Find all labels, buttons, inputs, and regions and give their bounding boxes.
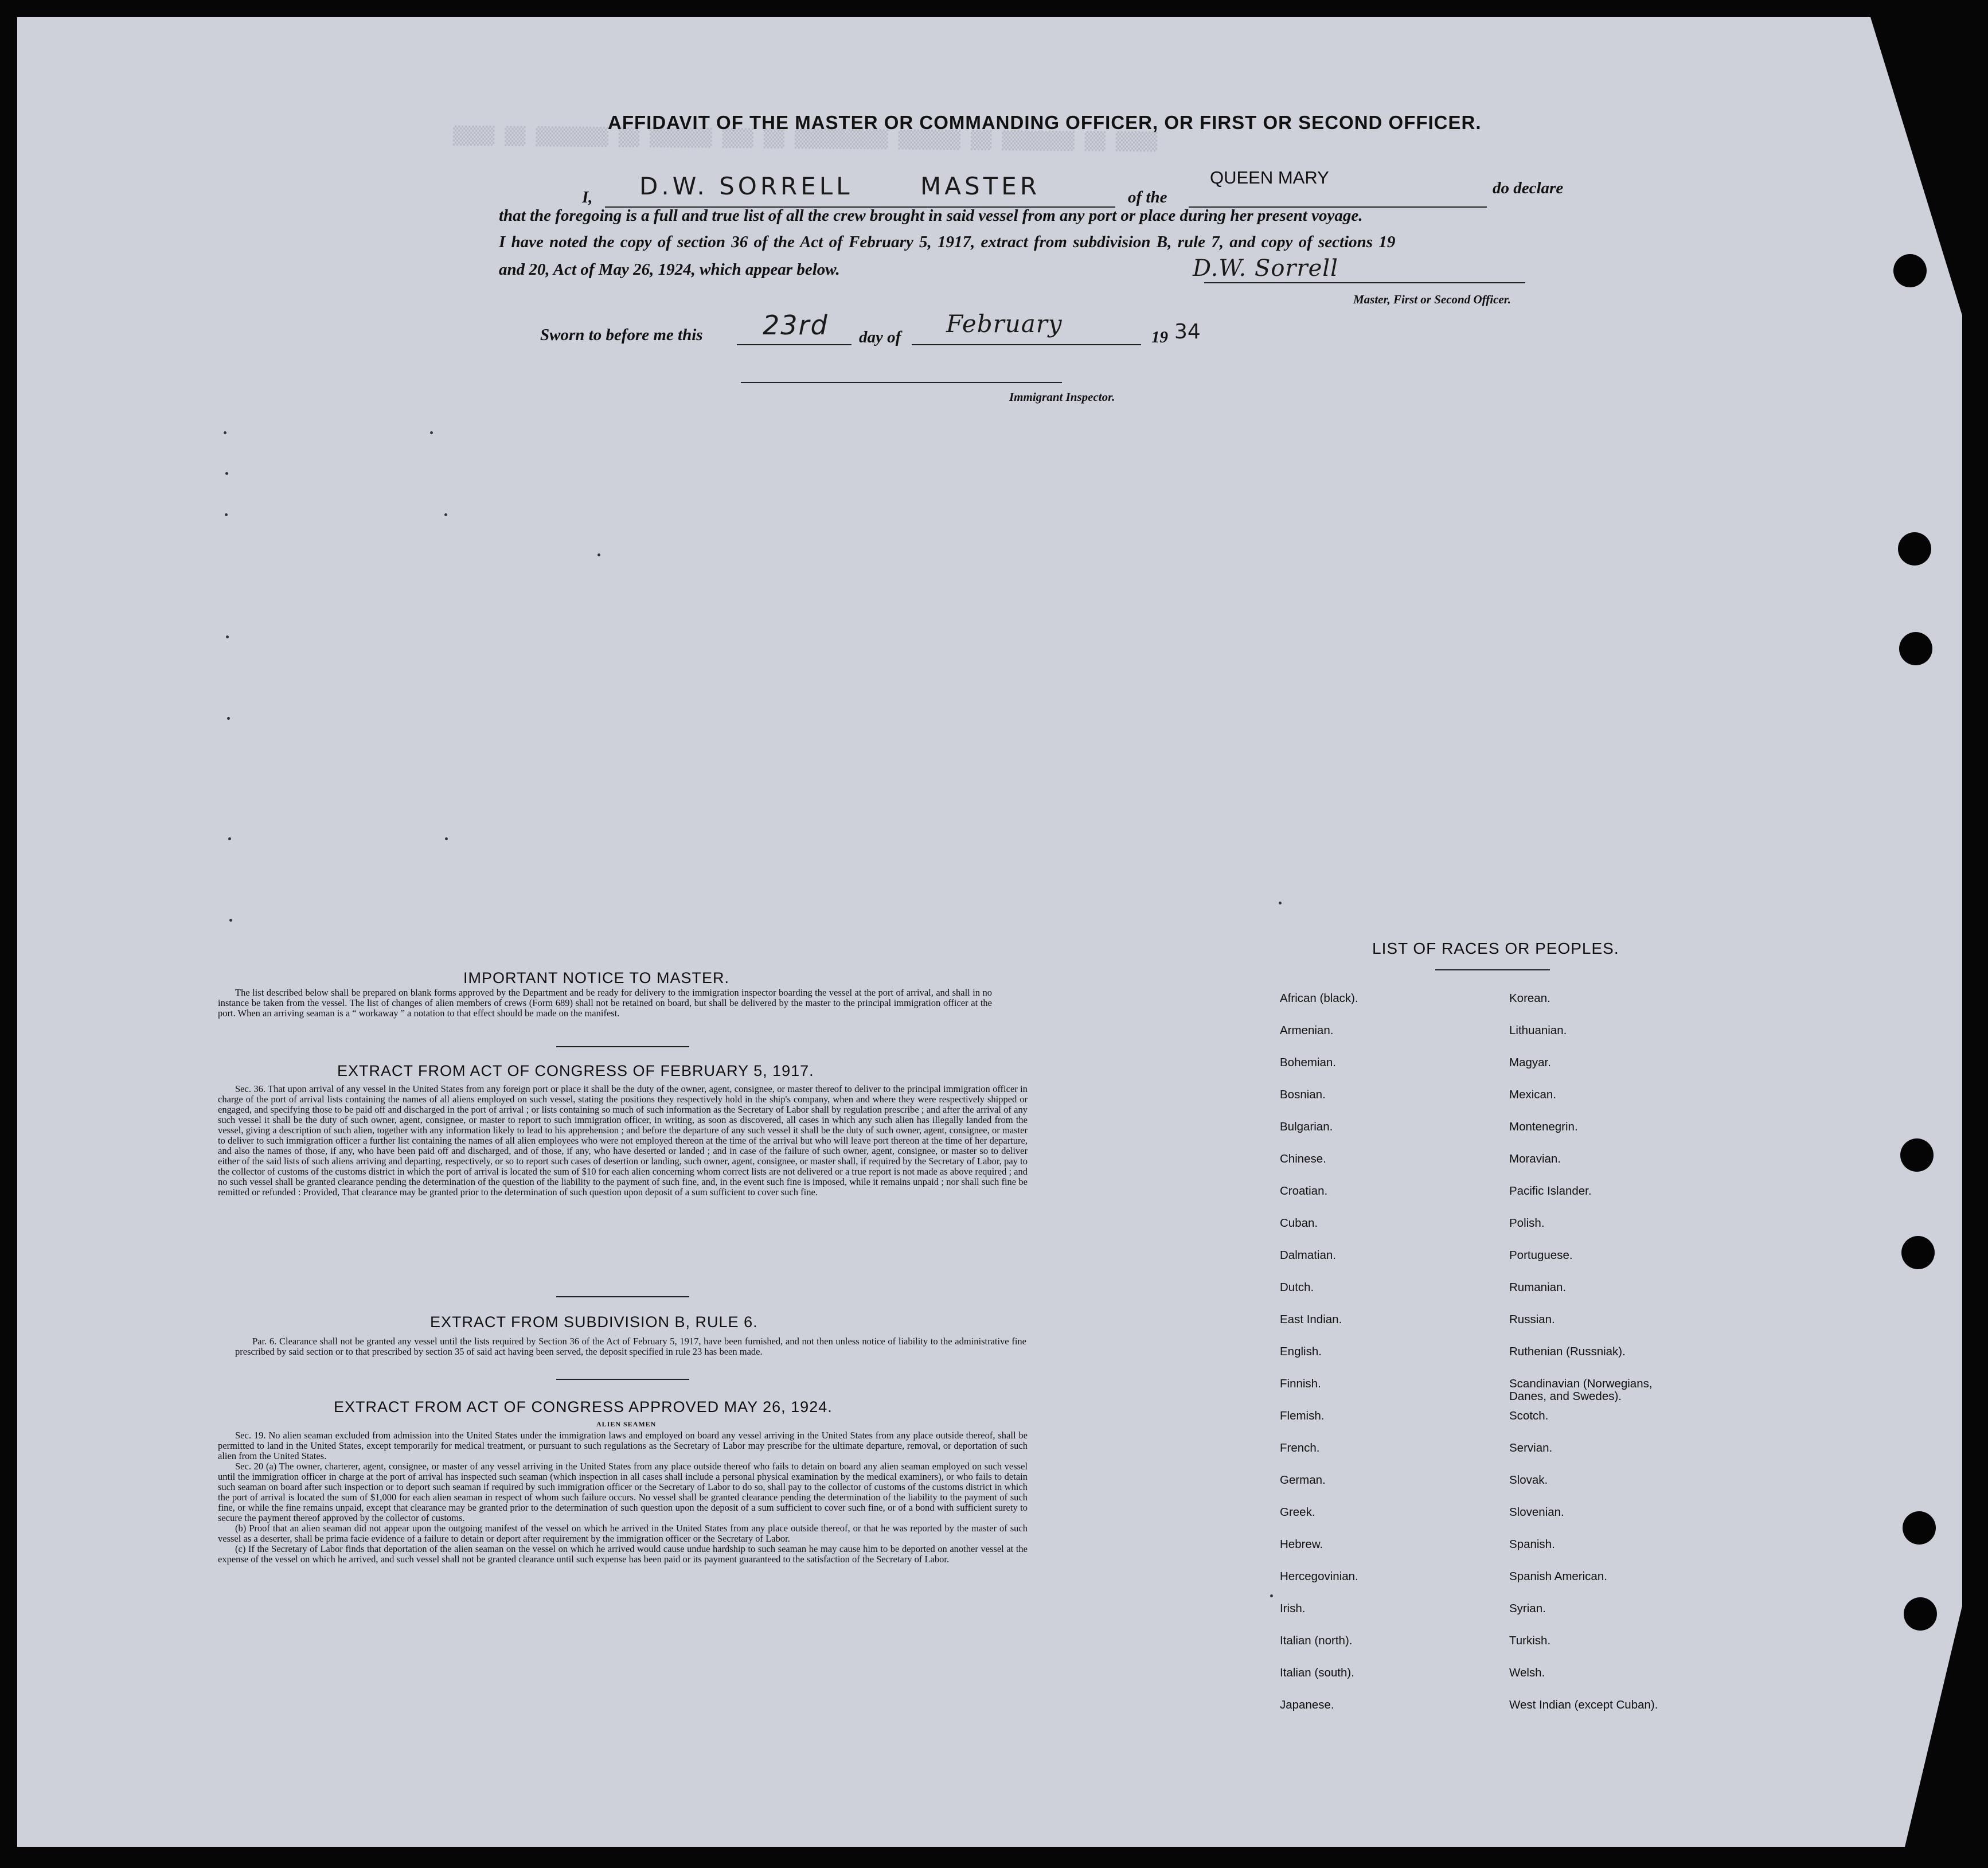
- race-item: Dalmatian.: [1280, 1249, 1336, 1262]
- stray-mark: [227, 717, 230, 720]
- race-item: Dutch.: [1280, 1281, 1314, 1294]
- race-item: Pacific Islander.: [1509, 1184, 1592, 1198]
- stray-mark: [224, 431, 226, 434]
- race-item: Ruthenian (Russniak).: [1509, 1345, 1626, 1358]
- race-item: Armenian.: [1280, 1024, 1334, 1037]
- race-item: Scandinavian (Norwegians, Danes, and Swedes).: [1509, 1377, 1653, 1403]
- punch-hole: [1898, 532, 1931, 566]
- torn-corner-bottom: [1905, 1606, 1962, 1847]
- races-title: LIST OF RACES OR PEOPLES.: [1372, 939, 1619, 957]
- race-item: Japanese.: [1280, 1698, 1334, 1711]
- declare-prefix: I,: [582, 188, 593, 206]
- race-item: Cuban.: [1280, 1216, 1318, 1230]
- sworn-day-underline: [737, 344, 852, 345]
- race-item: Hercegovinian.: [1280, 1570, 1358, 1583]
- race-item: Irish.: [1280, 1602, 1306, 1615]
- subdivision-title: EXTRACT FROM SUBDIVISION B, RULE 6.: [430, 1313, 758, 1331]
- races-divider: [1435, 969, 1550, 970]
- extract-1924-sec20a: Sec. 20 (a) The owner, charterer, agent, consignee, or master of any vessel arriving in the United States from any place outside thereof who fails to detain on board any alien seaman employed on such vessel until the immigration officer in charge at the port of arrival has inspected such seaman (which inspection in all cases shall include a personal physical examination by the medical examiners), or who fails to detain such seaman on board after such inspection or to deport such seaman if required by such immigration officer or the Secretary of Labor to do so, shall pay to the collector of customs of the customs district in which the port of arrival is located the sum of $1,000 for each alien seaman in respect of whom such failure occurs. No vessel shall be granted clearance pending the determination of the liability to the payment of such fine, or while the fine remains unpaid, except that clearance may be granted prior to the determination of such question upon the deposit of a sum sufficient to cover such fine, or of a bond with sufficient surety to secure the payment thereof approved by the collector of customs.: [218, 1461, 1028, 1523]
- race-item: Italian (north).: [1280, 1634, 1353, 1647]
- stray-mark: [229, 919, 232, 922]
- stray-mark: [225, 472, 228, 475]
- race-item: German.: [1280, 1473, 1326, 1487]
- extract-1917-title: EXTRACT FROM ACT OF CONGRESS OF FEBRUARY 5, 1917.: [337, 1062, 814, 1079]
- race-item: Servian.: [1509, 1441, 1553, 1454]
- section-divider: [556, 1379, 689, 1380]
- race-item: Mexican.: [1509, 1088, 1557, 1101]
- subdivision-text: [235, 1336, 1026, 1357]
- race-item: Magyar.: [1509, 1056, 1551, 1069]
- notice-title: IMPORTANT NOTICE TO MASTER.: [463, 969, 730, 986]
- races-left-column: [1280, 992, 1544, 1731]
- race-item: English.: [1280, 1345, 1322, 1358]
- affidavit-heading: AFFIDAVIT OF THE MASTER OR COMMANDING OFFICER, OR FIRST OR SECOND OFFICER.: [608, 112, 1482, 133]
- of-the-label: of the: [1128, 188, 1167, 206]
- race-item: Slovenian.: [1509, 1506, 1564, 1519]
- race-item: Greek.: [1280, 1506, 1315, 1519]
- race-item: Bosnian.: [1280, 1088, 1326, 1101]
- race-item: Slovak.: [1509, 1473, 1548, 1487]
- stray-mark: [597, 553, 600, 556]
- notice-paragraph: The list described below shall be prepared on blank forms approved by the Department and be ready for delivery to the immigration inspector boarding the vessel at the port of arrival, and shall in no instance be taken from the vessel. The list of changes of alien members of crews (Form 689) shall not be retained on board, but shall be delivered by the master to the principal immigration officer at the port. When an arriving seaman is a “ workaway ” a notation to that effect should be made on the manifest.: [218, 987, 992, 1019]
- extract-1924-sec20c: (c) If the Secretary of Labor finds that deportation of the alien seaman on the vessel on which he arrived would cause undue hardship to such seaman he may cause him to be deported on another vessel at the expense of the vessel on which he arrived, and such vessel shall not be granted clearance until such expense has been paid or its payment guaranteed to the satisfaction of the Secretary of Labor.: [218, 1543, 1028, 1565]
- extract-1917-sec36: Sec. 36. That upon arrival of any vessel in the United States from any foreign port or place it shall be the duty of the owner, agent, consignee, or master thereof to deliver to the principal immigration officer in charge of the port of arrival lists containing the names of all aliens employed on such vessel, stating the positions they respectively hold in the ship's company, when and where they were respectively shipped or engaged, and specifying those to be paid off and discharged in the port of arrival ; or lists containing so much of such information as the Secretary of Labor shall by regulation prescribe ; and after the arrival of any such vessel it shall be the duty of such owner, agent, consignee, or master to report to such immigration officer, in writing, as soon as discovered, all cases in which any such alien has illegally landed from the vessel, giving a description of such alien, together with any information likely to lead to his apprehension ; and before the departure of any such vessel it shall be the duty of such owner, agent, consignee, or master to deliver to such immigration officer a further list containing the names of all alien employees who were not employed thereon at the time of the arrival but who will leave port thereon at the time of her departure, and also the names of those, if any, who have been paid off and discharged, and of those, if any, who have deserted or landed ; and in case of the failure of such owner, agent, consignee, or master so to deliver either of the said lists of such aliens arriving and departing, respectively, or so to report such cases of desertion or landing, such owner, agent, consignee, or master shall, if required by the Secretary of Labor, pay to the collector of customs of the customs district in which the port of arrival is located the sum of $10 for each alien concerning whom correct lists are not delivered or a true report is not made as above required ; and no such vessel shall be granted clearance pending the determination of the question of the liability to the payment of such fine, and, in the event such fine is imposed, while it remains unpaid ; nor shall such fine be remitted or refunded : Provided, That clearance may be granted prior to the determination of such question upon deposit of a sum sufficient to cover such fine.: [218, 1083, 1028, 1198]
- extract-1924-sec19: Sec. 19. No alien seaman excluded from admission into the United States under the immigration laws and employed on board any vessel arriving in the United States from any place outside thereof, shall be permitted to land in the United States, except temporarily for medical treatment, or pursuant to such regulations as the Secretary of Labor may prescribe for the ultimate departure, removal, or deportation of such alien from the United States.: [218, 1430, 1028, 1461]
- stray-mark: [430, 431, 433, 434]
- extract-1917-text: [218, 1084, 1028, 1198]
- section-divider: [556, 1296, 689, 1297]
- race-item: African (black).: [1280, 992, 1358, 1005]
- vessel-name: QUEEN MARY: [1210, 167, 1329, 188]
- race-item: Bohemian.: [1280, 1056, 1337, 1069]
- extract-1924-text: [218, 1430, 1028, 1565]
- day-of-label: day of: [859, 328, 901, 346]
- race-item: Turkish.: [1509, 1634, 1551, 1647]
- race-item: East Indian.: [1280, 1313, 1342, 1326]
- race-item: French.: [1280, 1441, 1320, 1454]
- year-prefix: 19: [1151, 328, 1168, 346]
- affidavit-line-3: I have noted the copy of section 36 of the Act of February 5, 1917, extract from subdivision B, rule 7, and copy of sections 19: [499, 233, 1396, 251]
- inspector-caption: Immigrant Inspector.: [1009, 390, 1115, 404]
- race-item: Scotch.: [1509, 1409, 1549, 1422]
- punch-hole: [1900, 1138, 1934, 1172]
- punch-hole: [1899, 632, 1932, 665]
- manifest-page: [17, 17, 1962, 1847]
- bleed-through-text: ▒▒▒▒ ▒▒ ▒▒▒▒▒▒▒ ▒▒ ▒▒▒▒▒▒ ▒▒▒▒▒▒▒▒▒ ▒▒ ▒▒▒ ▒▒▒▒▒▒ ▒▒ ▒▒▒▒▒▒▒ ▒▒ ▒▒▒▒: [452, 126, 1158, 153]
- extract-1924-sec20b: (b) Proof that an alien seaman did not appear upon the outgoing manifest of the vessel on which he arrived in the United States from any place outside thereof, or that he was reported by the master of such vessel as a deserter, shall be prima facie evidence of a failure to detain or deport after requirement by the immigration officer or the Secretary of Labor.: [218, 1523, 1028, 1544]
- affidavit-line-2: that the foregoing is a full and true list of all the crew brought in said vessel from any port or place during her present voyage.: [499, 206, 1363, 225]
- section-divider: [556, 1046, 689, 1047]
- races-right-column: [1509, 992, 1773, 1731]
- race-item: Moravian.: [1509, 1152, 1561, 1165]
- year-suffix: 34: [1174, 320, 1201, 344]
- signature-underline: [1204, 282, 1525, 283]
- do-declare-label: do declare: [1493, 179, 1564, 197]
- race-item: Welsh.: [1509, 1666, 1545, 1679]
- race-item: Bulgarian.: [1280, 1120, 1333, 1133]
- stray-mark: [445, 837, 448, 840]
- race-item: Montenegrin.: [1509, 1120, 1578, 1133]
- alien-seamen-subtitle: ALIEN SEAMEN: [596, 1420, 657, 1428]
- sworn-prefix: Sworn to before me this: [540, 326, 703, 344]
- affidavit-line-4: and 20, Act of May 26, 1924, which appear below.: [499, 260, 840, 279]
- sworn-month: February: [946, 310, 1063, 338]
- extract-1924-title: EXTRACT FROM ACT OF CONGRESS APPROVED MAY 26, 1924.: [334, 1398, 833, 1415]
- sworn-month-underline: [912, 344, 1141, 345]
- race-item: Portuguese.: [1509, 1249, 1573, 1262]
- punch-hole: [1901, 1236, 1935, 1269]
- race-item: Korean.: [1509, 992, 1550, 1005]
- race-item: Hebrew.: [1280, 1538, 1323, 1551]
- race-item: Polish.: [1509, 1216, 1545, 1230]
- race-item: Chinese.: [1280, 1152, 1326, 1165]
- stray-mark: [444, 513, 447, 516]
- declarant-rank: MASTER: [920, 172, 1041, 200]
- race-item: Rumanian.: [1509, 1281, 1567, 1294]
- inspector-underline: [741, 382, 1062, 383]
- stray-mark: [226, 635, 229, 638]
- race-item: Russian.: [1509, 1313, 1555, 1326]
- sworn-day: 23rd: [763, 310, 829, 341]
- race-item: Spanish American.: [1509, 1570, 1607, 1583]
- stray-mark: [228, 837, 231, 840]
- race-item: Lithuanian.: [1509, 1024, 1567, 1037]
- race-item: Croatian.: [1280, 1184, 1328, 1198]
- race-item: Syrian.: [1509, 1602, 1546, 1615]
- subdivision-par6: Par. 6. Clearance shall not be granted any vessel until the lists required by Section 36 of the Act of February 5, 1917, have been furnished, and not then unless notice of liability to the administrative fine prescribed by said section or to that prescribed by section 35 of said act having been served, the deposit specified in rule 23 has been made.: [235, 1336, 1026, 1357]
- master-signature: D.W. Sorrell: [1193, 255, 1338, 282]
- race-item: Italian (south).: [1280, 1666, 1354, 1679]
- notice-text: [218, 988, 992, 1019]
- race-item: Spanish.: [1509, 1538, 1555, 1551]
- declarant-name: D.W. SORRELL: [639, 172, 853, 200]
- race-item: West Indian (except Cuban).: [1509, 1698, 1658, 1711]
- stray-mark: [225, 513, 228, 516]
- signature-caption: Master, First or Second Officer.: [1353, 293, 1511, 306]
- punch-hole: [1904, 1597, 1937, 1631]
- stray-mark: [1279, 902, 1282, 904]
- punch-hole: [1893, 254, 1927, 287]
- stray-mark: [1270, 1594, 1273, 1597]
- race-item: Flemish.: [1280, 1409, 1325, 1422]
- punch-hole: [1903, 1511, 1936, 1545]
- race-item: Finnish.: [1280, 1377, 1321, 1390]
